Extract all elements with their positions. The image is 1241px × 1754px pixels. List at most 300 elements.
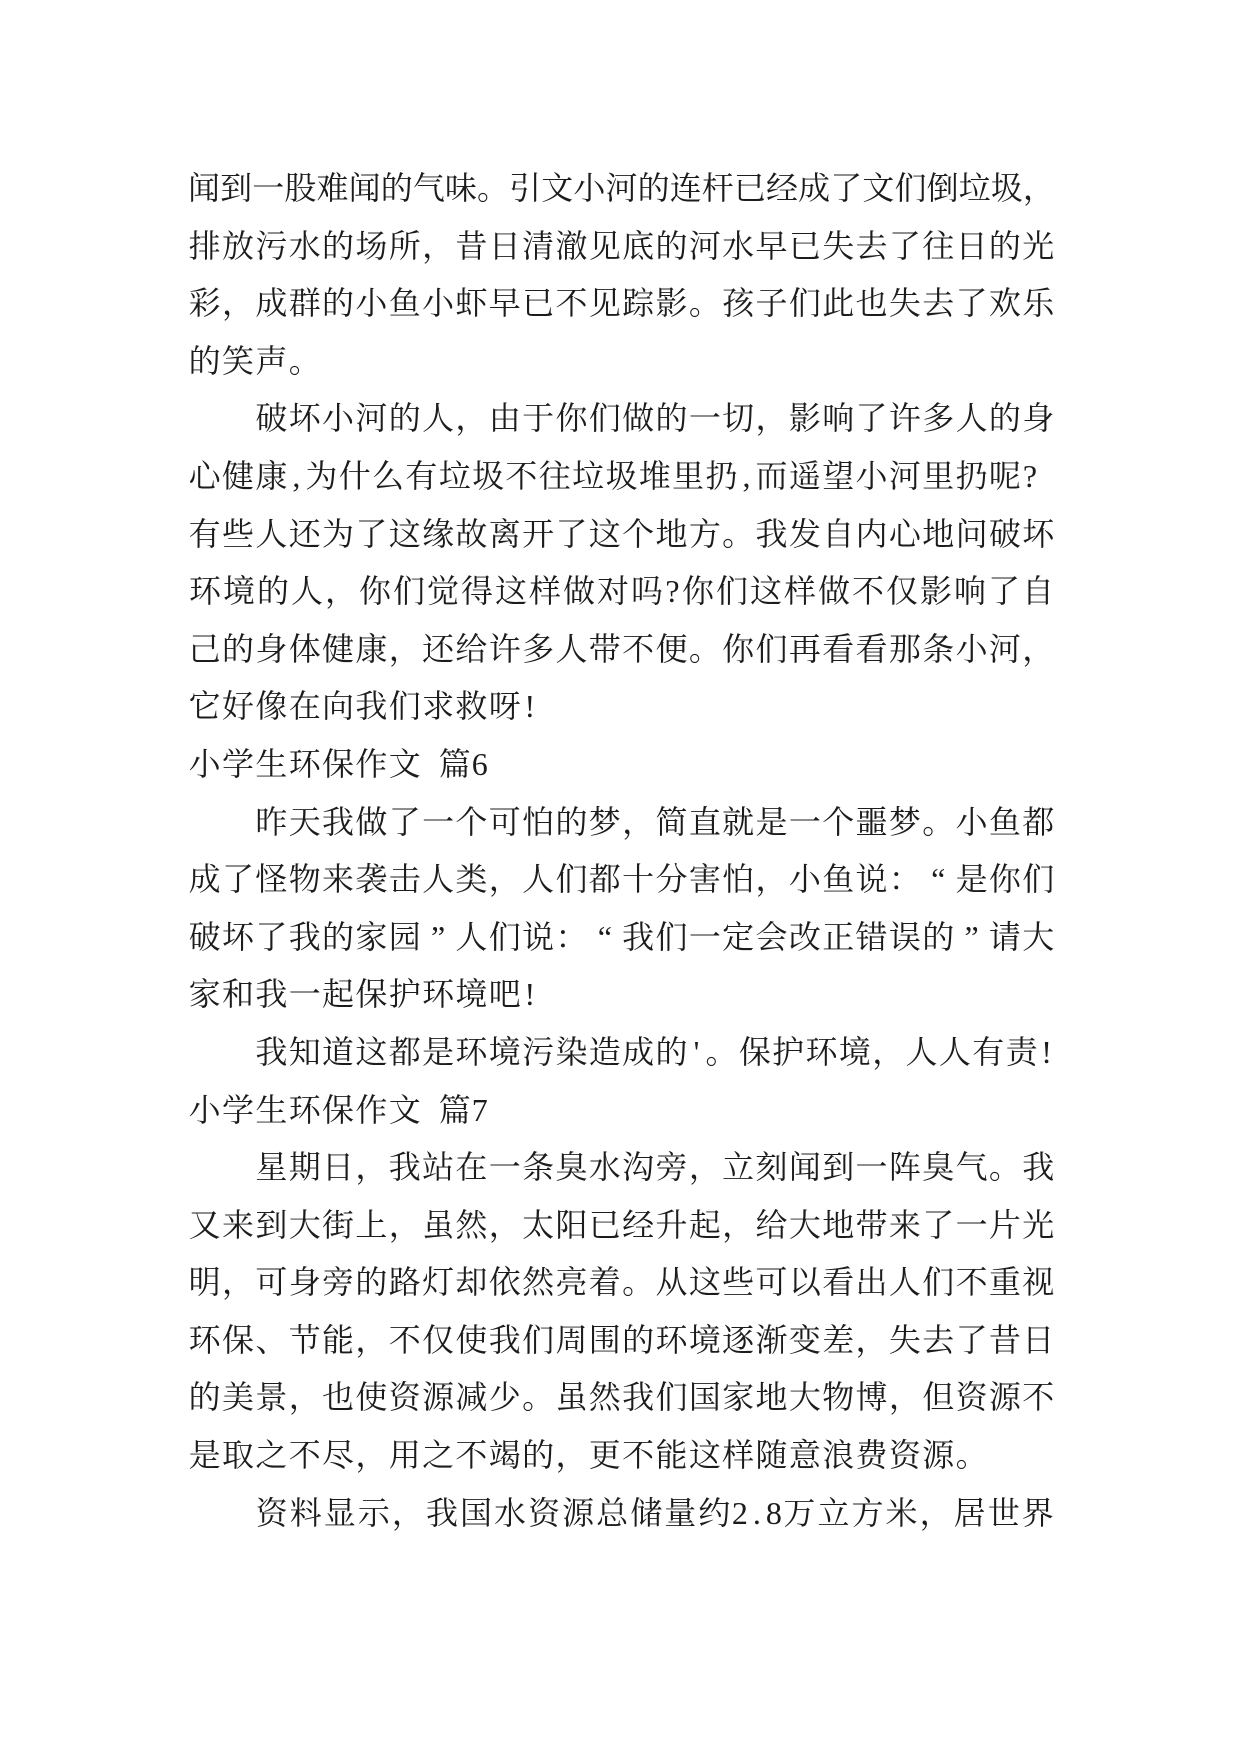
text-char: 做 [622,400,655,437]
text-char: 染 [555,1033,588,1070]
text-char: 方 [688,515,721,552]
text-char: ， [388,630,421,667]
text-char: 亮 [555,1264,588,1301]
text-char: 米 [885,1494,918,1531]
text-char: 是 [755,803,788,840]
text-char: 物 [822,1379,855,1416]
text-char: 一 [688,400,721,437]
text-char: 我 [255,976,288,1013]
text-char: ， [222,285,255,322]
document-body [188,160,1055,1542]
text-char: 。 [722,515,755,552]
text-char: 去 [855,227,888,264]
text-char: 个 [622,515,655,552]
text-char: 这 [388,515,421,552]
text-char: 扔 [955,457,988,494]
text-char: 么 [372,457,405,494]
text-char: 已 [588,1206,621,1243]
text-char: 离 [488,515,521,552]
text-char: 文 [388,1091,421,1128]
text-char: 们 [655,918,688,955]
text-char: 也 [322,1379,355,1416]
text-char: 到 [255,1206,288,1243]
text-char: 立 [722,1149,755,1186]
text-char: ， [722,1206,755,1243]
text-char: 彩 [188,285,221,322]
text-char: ， [488,861,521,898]
text-char: 人 [255,515,288,552]
text-char: 昔 [988,1321,1021,1358]
text-line [188,966,1055,1024]
text-char: , [292,457,301,494]
text-char: 一 [688,918,721,955]
text-char: 意 [788,1437,821,1474]
text-char: 能 [322,1321,355,1358]
text-char: 难 [316,170,349,206]
text-char: 说 [522,918,555,955]
text-char: 博 [855,1379,888,1416]
text-char: 许 [488,630,521,667]
text-char: 看 [855,630,888,667]
text-char: 出 [855,1264,888,1301]
text-char: 不 [622,630,655,667]
text-char: ， [422,227,455,264]
text-char: 有 [972,1033,1005,1070]
text-char: 示 [357,1494,390,1531]
text-char: 圾 [472,457,505,494]
text-char: 吗 [630,573,663,610]
text-char: 的 [655,1033,688,1070]
text-char: 得 [460,573,493,610]
text-char: 向 [322,688,355,725]
text-char: 样 [528,573,561,610]
text-char: 明 [188,1264,221,1301]
text-char: 污 [255,227,288,264]
text-char: 万 [783,1494,816,1531]
text-char: 到 [822,1149,855,1186]
text-char: 水 [288,227,321,264]
text-char: 破 [255,400,288,437]
text-char: 差 [822,1321,855,1358]
text-char: 影 [655,285,688,322]
text-char: 的 [222,630,255,667]
text-char: 6 [471,745,488,782]
text-char: 生 [255,1091,288,1128]
text-char: 这 [355,1033,388,1070]
text-char: 然 [522,1264,555,1301]
text-char: 环 [805,1033,838,1070]
text-char: 开 [522,515,555,552]
text-char: ， [555,1437,588,1474]
text-char: 水 [722,227,755,264]
text-char: 引 [509,170,542,206]
text-char: 自 [822,515,855,552]
text-char: 直 [688,803,721,840]
text-char: 保 [738,1033,771,1070]
text-char: 周 [555,1321,588,1358]
text-char: 阳 [555,1206,588,1243]
text-char: 以 [788,1264,821,1301]
text-char: 用 [388,1437,421,1474]
text-line [188,1485,1055,1543]
text-char: 清 [522,227,555,264]
text-char: 日 [488,227,521,264]
text-char: ? [665,573,680,610]
text-char: 环 [455,1033,488,1070]
text-char: 许 [888,400,921,437]
text-char: 减 [455,1379,488,1416]
text-line [188,851,1055,909]
text-char: 河 [355,400,388,437]
text-char: 资 [888,1437,921,1474]
text-char: 人 [455,918,488,955]
text-char: 都 [388,1033,421,1070]
text-char: 闻 [348,170,381,206]
text-char: 怕 [522,803,555,840]
text-char: 见 [588,227,621,264]
text-char: 人 [905,1033,938,1070]
text-char: 澈 [555,227,588,264]
text-char: ' [693,1033,700,1070]
text-char: 的 [655,227,688,264]
text-char: ： [555,918,588,955]
text-char: 可 [255,1264,288,1301]
text-char: 鱼 [988,803,1021,840]
text-char: 闻 [188,170,221,206]
text-char: 你 [988,861,1021,898]
text-char: 地 [755,1379,788,1416]
text-char: 不 [505,457,538,494]
text-char: ， [355,1149,388,1186]
text-char: 依 [488,1264,521,1301]
text-char: 们 [894,170,927,206]
text-char: 股 [284,170,317,206]
text-char: 望 [822,457,855,494]
text-char: 储 [630,1494,663,1531]
text-char: 虽 [422,1206,455,1243]
text-char: 欢 [988,285,1021,322]
text-char: 尽 [322,1437,355,1474]
text-char: 责 [1005,1033,1038,1070]
text-char: 们 [488,918,521,955]
text-line [188,506,1055,564]
text-char: 我 [355,688,388,725]
text-char: 踪 [622,285,655,322]
text-char: 你 [681,573,714,610]
text-char: 圾 [605,457,638,494]
text-char: 河 [688,227,721,264]
text-char: ， [391,1494,424,1531]
text-char: 垃 [438,457,471,494]
text-char: 保 [222,1321,255,1358]
text-char: 人 [290,573,323,610]
text-char: 大 [788,1206,821,1243]
text-char: 日 [955,227,988,264]
text-char: 这 [688,1264,721,1301]
text-char: 然 [455,1206,488,1243]
text-line [188,275,1055,333]
text-char: 道 [322,1033,355,1070]
text-char: 篇 [438,745,471,782]
text-char: 看 [822,630,855,667]
text-char: 地 [655,515,688,552]
text-char: 围 [588,1321,621,1358]
text-char: 然 [588,1379,621,1416]
text-char: 响 [953,573,986,610]
text-char: 们 [588,400,621,437]
text-char: 身 [255,630,288,667]
text-char: 心 [188,457,221,494]
text-char: 简 [655,803,688,840]
text-char: 的 [322,918,355,955]
text-char: 们 [788,285,821,322]
text-char: ! [1041,1033,1052,1070]
text-char: 给 [455,630,488,667]
text-char: 国 [688,1379,721,1416]
text-char: 你 [722,630,755,667]
text-char: 竭 [488,1437,521,1474]
text-char: 仅 [885,573,918,610]
text-char: 里 [672,457,705,494]
text-char: 了 [855,400,888,437]
text-char: 污 [522,1033,555,1070]
text-char: 们 [522,1321,555,1358]
text-line [188,390,1055,448]
text-char: 它 [188,688,221,725]
text-char: 往 [538,457,571,494]
text-char: 环 [655,1321,688,1358]
text-char: 的 [322,227,355,264]
text-char: 小 [322,400,355,437]
text-char: 说 [855,861,888,898]
text-line [188,218,1055,276]
text-char: ! [524,688,536,725]
text-char: 看 [822,1264,855,1301]
text-char: 条 [922,630,955,667]
text-char: 臭 [555,1149,588,1186]
text-char: 笑 [222,342,255,379]
text-char: 。 [988,1149,1021,1186]
text-char: 早 [488,285,521,322]
text-char: 类 [455,861,488,898]
text-char: ” [964,918,979,955]
text-char: 渐 [755,1321,788,1358]
text-char: 环 [422,976,455,1013]
text-char: 是 [422,1033,455,1070]
text-char: 虾 [455,285,488,322]
text-char: 源 [922,1437,955,1474]
text-char: 旁 [655,1149,688,1186]
text-char: 这 [588,515,621,552]
text-char: , [742,457,751,494]
text-char: 一 [855,1149,888,1186]
text-char: 给 [755,1206,788,1243]
text-char: 生 [255,745,288,782]
text-char: 有 [405,457,438,494]
text-char: 那 [888,630,921,667]
text-char: 浪 [822,1437,855,1474]
text-char: 。 [688,285,721,322]
text-char: 在 [455,1149,488,1186]
text-char: 为 [322,515,355,552]
text-char: 还 [422,630,455,667]
text-char: 太 [522,1206,555,1243]
text-char: ， [355,1321,388,1358]
text-char: ， [455,400,488,437]
text-char: 们 [392,573,425,610]
text-char: 成 [188,861,221,898]
text-char: 坏 [288,400,321,437]
text-char: 多 [522,630,555,667]
text-char: 不 [851,573,884,610]
text-char: 护 [388,976,421,1013]
text-char: ， [388,1206,421,1243]
text-char: 成 [622,1033,655,1070]
text-char: ， [755,861,788,898]
text-char: 体 [288,630,321,667]
text-char: 水 [588,1149,621,1186]
text-char: 物 [288,861,321,898]
text-char: 倒 [926,170,959,206]
text-char: 已 [733,170,766,206]
text-char: 康 [255,457,288,494]
text-char: 是 [188,1437,221,1474]
text-char: 一 [288,976,321,1013]
text-char: 文 [541,170,574,206]
text-char: 我 [488,1321,521,1358]
text-char: 河 [888,457,921,494]
text-char: 我 [288,918,321,955]
paragraph [188,1139,1055,1485]
text-char: 境 [488,1033,521,1070]
text-char: ， [872,1033,905,1070]
text-char: 人 [955,400,988,437]
text-char: 的 [988,400,1021,437]
text-char: 都 [1022,803,1055,840]
text-char: 的 [655,400,688,437]
text-char: 呢 [988,457,1021,494]
text-line [188,160,1055,218]
text-char: 们 [1022,861,1055,898]
text-char: 的 [355,1264,388,1301]
text-char: 着 [588,1264,621,1301]
text-char: 资 [388,1379,421,1416]
text-char: 取 [222,1437,255,1474]
text-line [188,448,1055,506]
text-char: ， [1022,170,1055,206]
text-char: 一 [955,1206,988,1243]
text-char: 环 [188,1321,221,1358]
text-char: 造 [588,1033,621,1070]
text-char: 小 [788,861,821,898]
text-char: 身 [288,1264,321,1301]
text-char: 这 [749,573,782,610]
text-char: ， [919,1494,952,1531]
text-char: 影 [788,400,821,437]
text-char: 之 [255,1437,288,1474]
text-char: 环 [288,745,321,782]
text-char: 定 [722,918,755,955]
text-char: 保 [355,976,388,1013]
text-char: ， [222,1264,255,1301]
text-char: 使 [355,1379,388,1416]
text-char: 由 [488,400,521,437]
text-char: 样 [722,1437,755,1474]
text-char: 了 [955,285,988,322]
text-char: 我 [622,918,655,955]
text-char: 小 [355,285,388,322]
text-char: 坏 [1022,515,1055,552]
text-char: 家 [355,918,388,955]
text-char: 们 [555,861,588,898]
text-char: 底 [622,227,655,264]
text-char: 梦 [588,803,621,840]
text-char: 料 [289,1494,322,1531]
text-char: 2 [731,1494,748,1531]
text-char: 知 [288,1033,321,1070]
text-char: 救 [455,688,488,725]
text-char: 分 [655,861,688,898]
text-char: 费 [855,1437,888,1474]
text-char: 也 [855,285,888,322]
text-char: 声 [255,342,288,379]
text-char: 放 [222,227,255,264]
text-line [188,1427,1055,1485]
text-char: 袭 [355,861,388,898]
text-char: 带 [855,1206,888,1243]
text-char: 7 [471,1091,488,1128]
text-char: 我 [755,515,788,552]
text-char: 请 [988,918,1021,955]
text-char: 的 [256,573,289,610]
text-char: 小 [955,630,988,667]
text-char: 园 [388,918,421,955]
text-char: 故 [455,515,488,552]
text-char: 连 [669,170,702,206]
text-char: 切 [722,400,755,437]
text-char: 的 [555,803,588,840]
text-char: 保 [322,1091,355,1128]
text-char: 做 [817,573,850,610]
text-char: 视 [1022,1264,1055,1301]
text-char: 天 [288,803,321,840]
text-char: 昔 [455,227,488,264]
text-char: 片 [988,1206,1021,1243]
text-char: 又 [188,1206,221,1243]
text-char: 些 [222,515,255,552]
text-char: 了 [987,573,1020,610]
text-char: 文 [388,745,421,782]
text-char: 而 [755,457,788,494]
text-char: ， [488,1206,521,1243]
essay-heading [188,736,1055,794]
text-char: 响 [822,400,855,437]
text-char: 还 [288,515,321,552]
text-char: 日 [322,1149,355,1186]
text-char: 起 [322,976,355,1013]
text-char: 缘 [422,515,455,552]
text-char: ， [1022,630,1055,667]
text-char: 再 [788,630,821,667]
text-char: 气 [412,170,445,206]
text-char: 。 [705,1033,738,1070]
text-char: 你 [555,400,588,437]
text-char: 心 [888,515,921,552]
text-char: 此 [822,285,855,322]
text-char: 一 [252,170,285,206]
text-char: 已 [788,227,821,264]
text-char: “ [597,918,612,955]
